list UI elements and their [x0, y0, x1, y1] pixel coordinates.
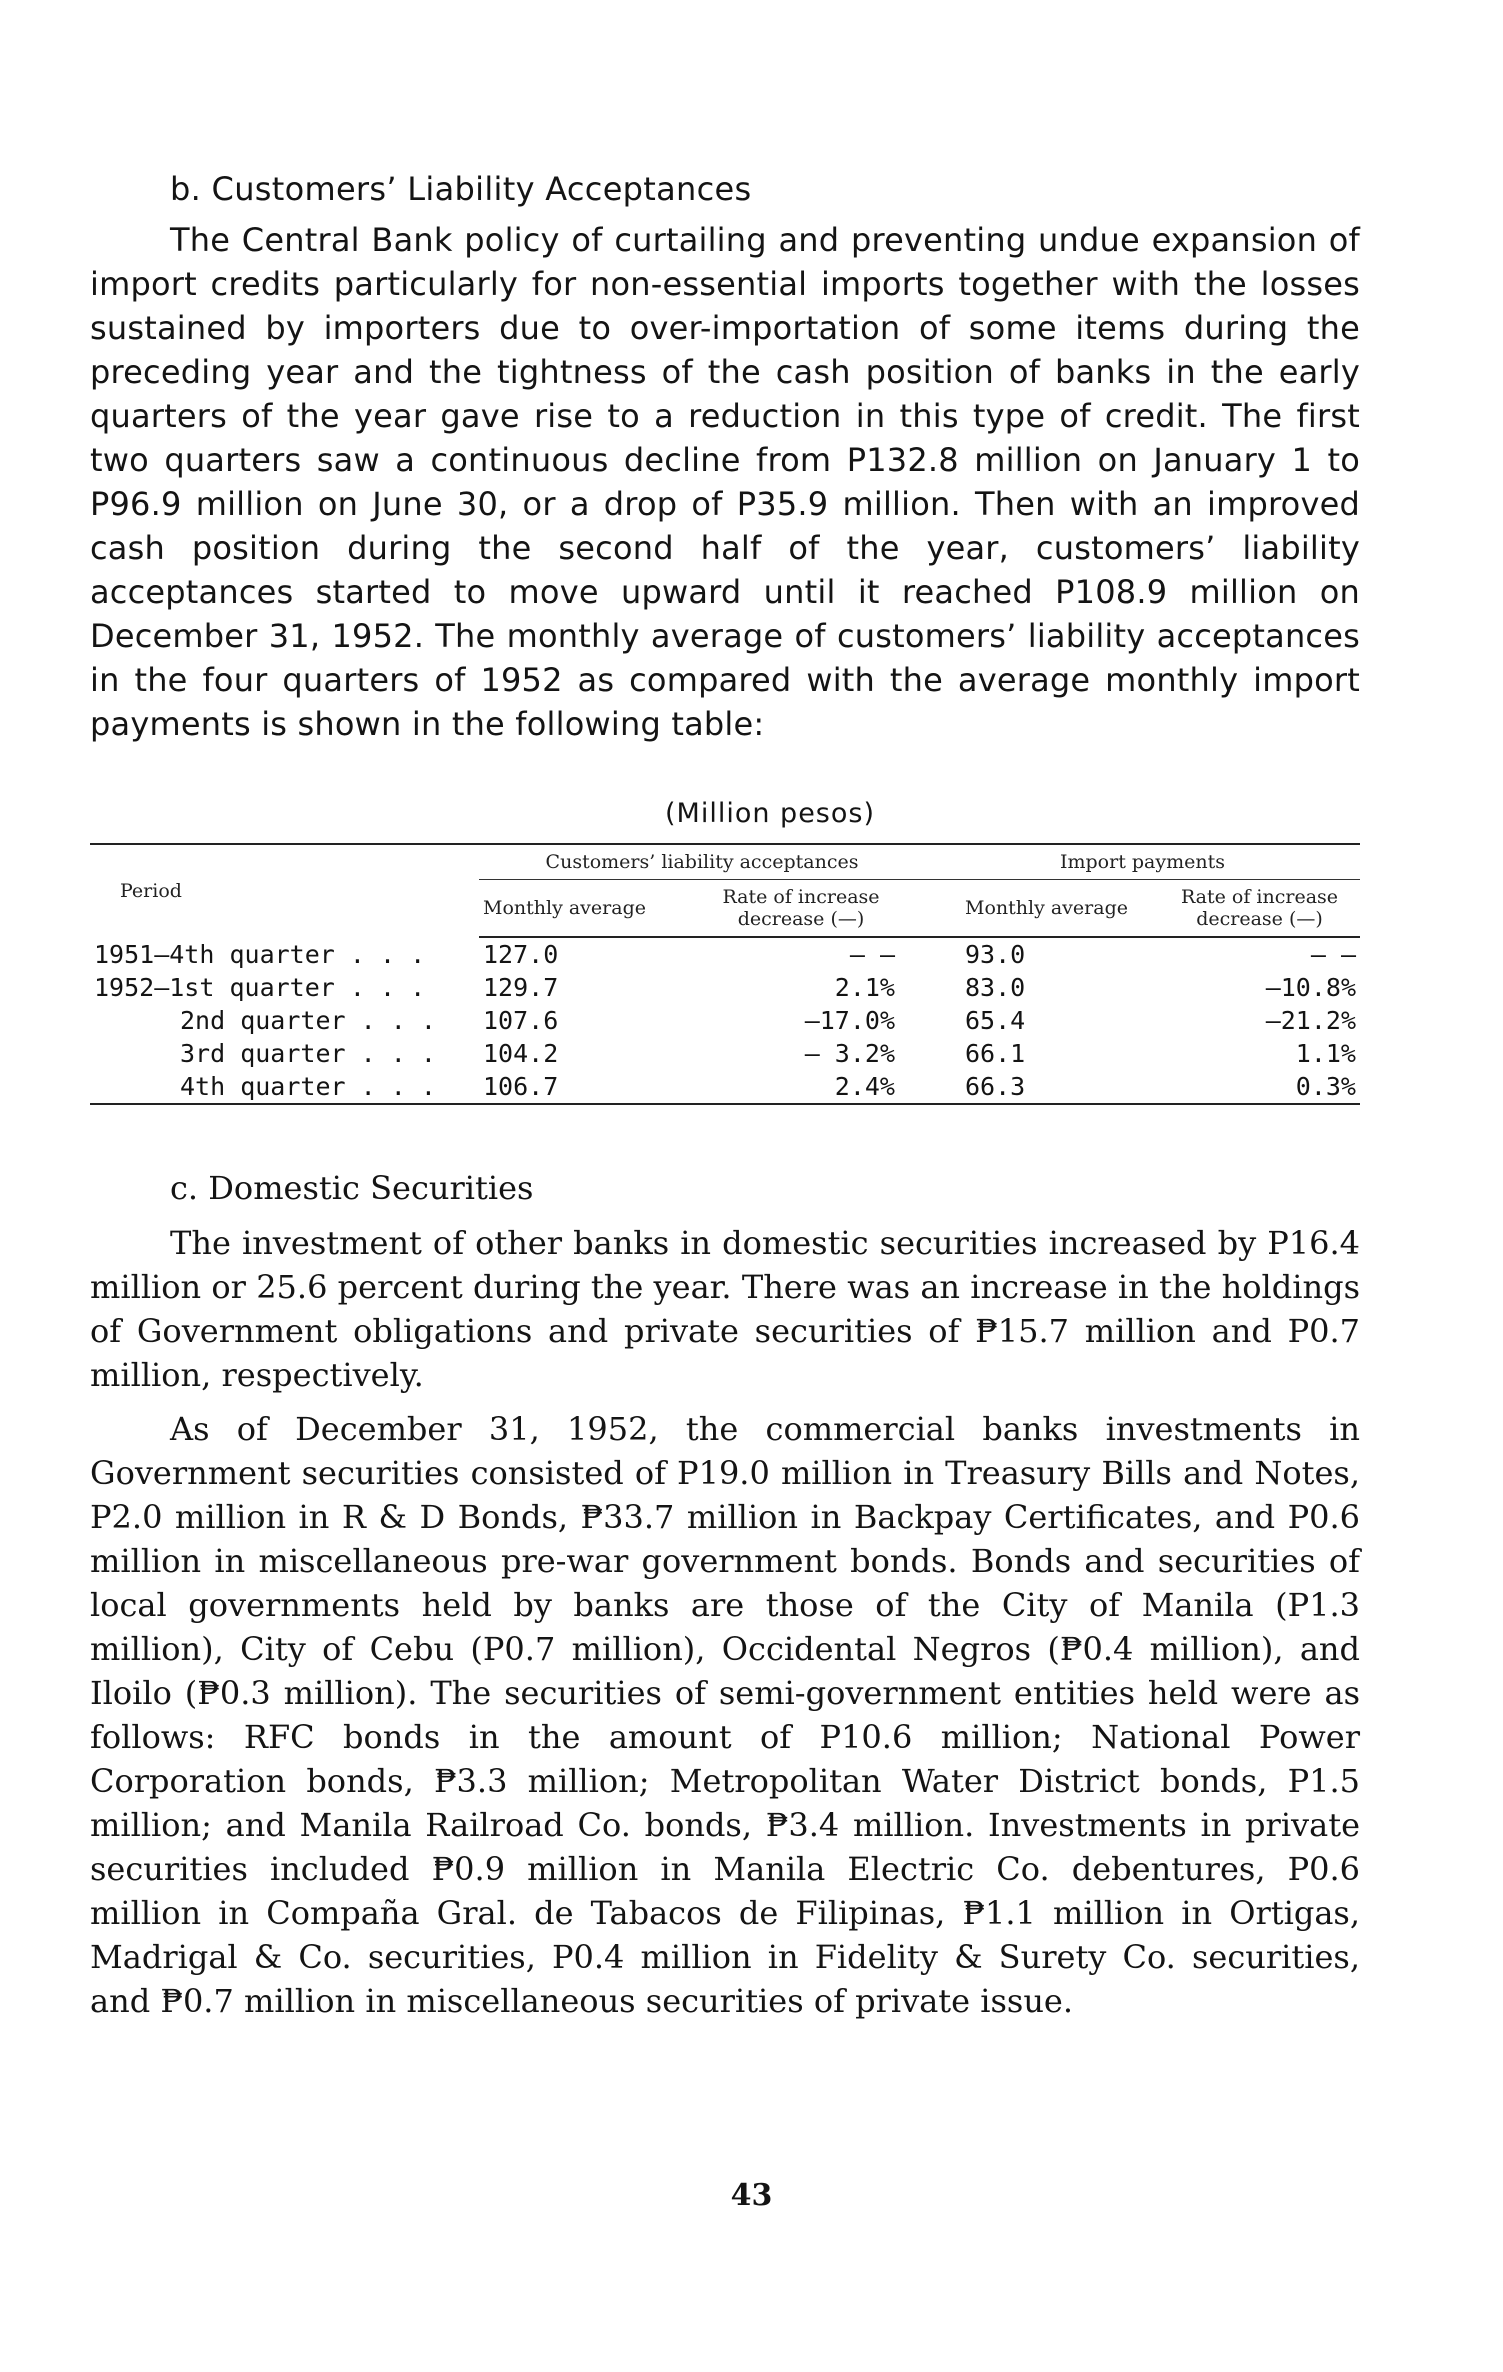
group-header-imports: Import payments [925, 844, 1360, 880]
rate-cell: — 3.2% [804, 1039, 895, 1068]
column-header-monthly-average: Monthly average [479, 880, 677, 938]
monthly-average-cell: 106.7 [479, 1070, 677, 1104]
import-rate-cell: —21.2% [1265, 1006, 1356, 1035]
monthly-average-cell: 129.7 [483, 973, 559, 1002]
period-cell: 2nd quarter . . . [180, 1006, 436, 1035]
period-cell: 4th quarter . . . [90, 1070, 479, 1104]
column-header-period: Period [90, 844, 479, 937]
table-row [90, 1004, 1360, 1037]
table-row [90, 1037, 1360, 1070]
table-row [90, 971, 1360, 1004]
table-row [90, 937, 1360, 971]
table-row [90, 1070, 1360, 1104]
acceptances-table [90, 843, 1360, 1105]
column-header-rate: Rate of increase decrease (—) [677, 880, 925, 938]
section-c-heading: c. Domestic Securities [170, 1169, 534, 1207]
import-monthly-average-cell: 66.1 [965, 1039, 1026, 1068]
document-page [90, 170, 1360, 2033]
import-rate-cell: — — [1310, 940, 1356, 969]
period-cell: 1952—1st quarter . . . [94, 973, 426, 1002]
period-cell: 3rd quarter . . . [180, 1039, 436, 1068]
column-header-import-rate: Rate of increase decrease (—) [1159, 880, 1360, 938]
rate-cell: 2.4% [677, 1070, 925, 1104]
section-c-paragraph-1: The investment of other banks in domestic securities increased by P16.4 million or 25.6 percent during the year. There was an increase in the holdings of Government obligations and private securities of ₱15.7 million and P0.7 million, respectively. [90, 1224, 1360, 1394]
import-monthly-average-cell: 83.0 [965, 973, 1026, 1002]
table-title: (Million pesos) [665, 798, 875, 829]
rate-cell: — — [849, 940, 895, 969]
column-header-import-monthly-average: Monthly average [925, 880, 1159, 938]
table-body [90, 937, 1360, 1104]
import-rate-cell: 0.3% [1159, 1070, 1360, 1104]
import-rate-cell: 1.1% [1295, 1039, 1356, 1068]
section-c-paragraph-2: As of December 31, 1952, the commercial banks investments in Government securities consisted of P19.0 million in Treasury Bills and Notes, P2.0 million in R & D Bonds, ₱33.7 million in Backpay Certificates, and P0.6 million in miscellaneous pre-war government bonds. Bonds and securities of local governments held by banks are those of the City of Manila (P1.3 million), City of Cebu (P0.7 million), Occidental Negros (₱0.4 million), and Iloilo (₱0.3 million). The securities of semi-government entities held were as follows: RFC bonds in the amount of P10.6 million; National Power Corporation bonds, ₱3.3 million; Metropolitan Water District bonds, P1.5 million; and Manila Railroad Co. bonds, ₱3.4 million. Investments in private securities included ₱0.9 million in Manila Electric Co. debentures, P0.6 million in Compaña Gral. de Tabacos de Filipinas, ₱1.1 million in Ortigas, Madrigal & Co. securities, P0.4 million in Fidelity & Surety Co. securities, and ₱0.7 million in miscellaneous securities of private issue. [90, 1410, 1360, 2020]
rate-cell: —17.0% [804, 1006, 895, 1035]
section-b-paragraph: The Central Bank policy of curtailing and preventing undue expansion of import credits particularly for non-essential imports together with the losses sustained by importers due to over-importation of some items during the preceding year and the tightness of the cash position of banks in the early quarters of the year gave rise to a reduction in this type of credit. The first two quarters saw a continuous decline from P132.8 million on January 1 to P96.9 million on June 30, or a drop of P35.9 million. Then with an improved cash position during the second half of the year, customers’ liability acceptances started to move upward until it reached P108.9 million on December 31, 1952. The monthly average of customers’ liability acceptances in the four quarters of 1952 as compared with the average monthly import payments is shown in the following table: [90, 221, 1360, 743]
monthly-average-cell: 107.6 [483, 1006, 559, 1035]
import-rate-cell: —10.8% [1265, 973, 1356, 1002]
rate-cell: 2.1% [834, 973, 895, 1002]
period-cell: 1951—4th quarter . . . [94, 939, 426, 969]
import-monthly-average-cell: 93.0 [965, 940, 1026, 969]
import-monthly-average-cell: 66.3 [925, 1070, 1159, 1104]
import-monthly-average-cell: 65.4 [965, 1006, 1026, 1035]
monthly-average-cell: 104.2 [483, 1039, 559, 1068]
section-b-heading: b. Customers’ Liability Acceptances [170, 170, 752, 208]
page-number: 43 [730, 2178, 773, 2213]
group-header-acceptances: Customers’ liability acceptances [479, 844, 925, 880]
monthly-average-cell: 127.0 [483, 940, 559, 969]
